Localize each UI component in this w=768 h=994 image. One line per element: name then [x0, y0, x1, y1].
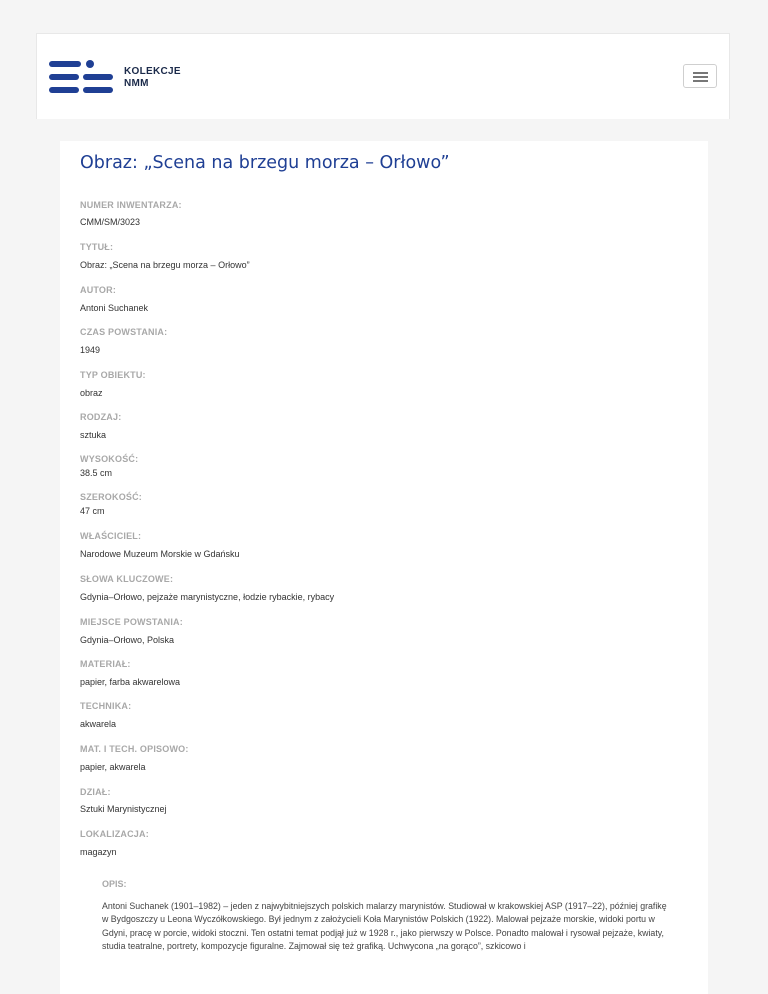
field-label-keywords: SŁOWA KLUCZOWE:	[80, 574, 174, 584]
hamburger-menu-button[interactable]	[683, 64, 717, 88]
field-label-department: DZIAŁ:	[80, 787, 111, 797]
field-value-department: Sztuki Marynistycznej	[80, 804, 167, 814]
field-label-material-technique-description: MAT. I TECH. OPISOWO:	[80, 744, 189, 754]
logo-line-2: NMM	[124, 78, 149, 89]
field-value-title: Obraz: „Scena na brzegu morza – Orłowo”	[80, 260, 250, 270]
hamburger-line-icon	[693, 76, 708, 78]
logo-text	[124, 66, 181, 90]
field-label-creation-time: CZAS POWSTANIA:	[80, 327, 168, 337]
field-value-height: 38.5 cm	[80, 468, 113, 478]
field-value-material: papier, farba akwarelowa	[80, 677, 181, 687]
field-value-kind: sztuka	[80, 430, 107, 440]
description-text: Antoni Suchanek (1901–1982) – jeden z najwybitniejszych polskich malarzy marynistów. Studiował w krakowskiej ASP (1917–22), później grafikę w Bydgoszczy u Leona Wyczółkowskiego. Był jednym z założycieli Koła Marynistów Polskich (1922). Malował pejzaże morskie, widoki portu w Gdyni, pracę w porcie, widoki stoczni. Ten ostatni temat podjął już w 1928 r., jako pierwszy w Polsce. Ponadto malował i rysował pejzaże, kwiaty, studia teatralne, portrety, kompozycje figuralne. Zajmował się też grafiką. Uchwycona „na gorąco”, szkicowo i	[102, 901, 667, 952]
field-label-height: WYSOKOŚĆ:	[80, 454, 139, 464]
field-label-object-type: TYP OBIEKTU:	[80, 370, 146, 380]
field-value-place-of-creation: Gdynia–Orłowo, Polska	[80, 635, 175, 645]
field-label-location: LOKALIZACJA:	[80, 829, 149, 839]
field-value-object-type: obraz	[80, 388, 103, 398]
field-label-owner: WŁAŚCICIEL:	[80, 531, 142, 541]
field-value-technique: akwarela	[80, 719, 117, 729]
field-label-kind: RODZAJ:	[80, 412, 122, 422]
hamburger-line-icon	[693, 72, 708, 74]
field-value-inventory-number: CMM/SM/3023	[80, 217, 141, 227]
field-value-location: magazyn	[80, 847, 117, 857]
field-label-material: MATERIAŁ:	[80, 659, 131, 669]
page-title: Obraz: „Scena na brzegu morza – Orłowo”	[80, 153, 450, 173]
site-header	[36, 33, 730, 119]
field-value-material-technique-description: papier, akwarela	[80, 762, 146, 772]
field-value-author: Antoni Suchanek	[80, 303, 149, 313]
site-logo[interactable]	[49, 58, 189, 98]
description-label: OPIS:	[102, 879, 127, 889]
field-label-author: AUTOR:	[80, 285, 117, 295]
logo-line-1: KOLEKCJE	[124, 66, 181, 77]
logo-mark-icon	[49, 58, 121, 98]
field-label-width: SZEROKOŚĆ:	[80, 492, 143, 502]
field-label-inventory-number: NUMER INWENTARZA:	[80, 200, 182, 210]
object-details-card	[60, 141, 708, 994]
field-label-title: TYTUŁ:	[80, 242, 114, 252]
field-value-keywords: Gdynia–Orłowo, pejzaże marynistyczne, łodzie rybackie, rybacy	[80, 592, 335, 602]
field-value-creation-time: 1949	[80, 345, 101, 355]
field-label-technique: TECHNIKA:	[80, 701, 132, 711]
hamburger-line-icon	[693, 80, 708, 82]
field-label-place-of-creation: MIEJSCE POWSTANIA:	[80, 617, 183, 627]
field-value-owner: Narodowe Muzeum Morskie w Gdańsku	[80, 549, 240, 559]
field-value-width: 47 cm	[80, 506, 105, 516]
